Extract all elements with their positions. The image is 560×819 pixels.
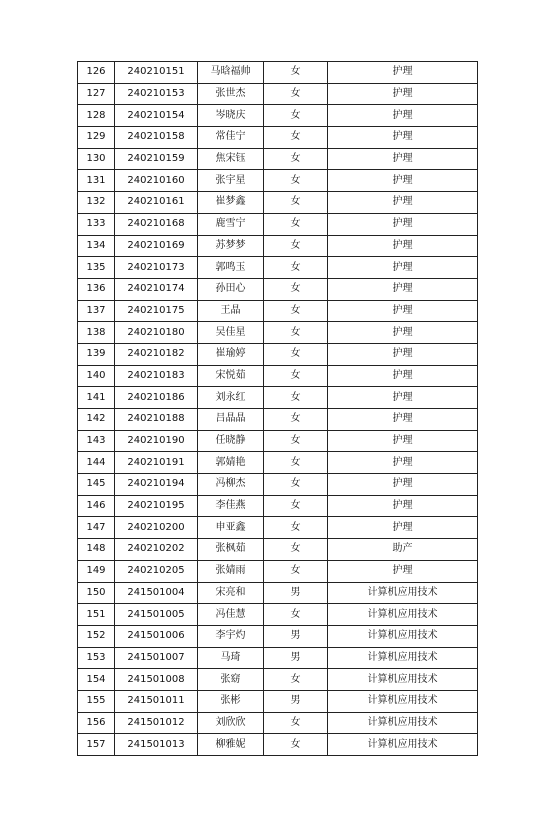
row-number-cell: 128 — [78, 105, 115, 127]
student-name-cell: 马晗福帅 — [198, 62, 264, 84]
gender-cell: 女 — [264, 278, 328, 300]
table-row — [78, 604, 478, 626]
table-row — [78, 734, 478, 756]
major-cell: 护理 — [328, 127, 478, 149]
major-cell: 护理 — [328, 192, 478, 214]
row-number-cell: 137 — [78, 300, 115, 322]
student-name-cell: 常佳宁 — [198, 127, 264, 149]
table-row — [78, 365, 478, 387]
major-cell: 护理 — [328, 148, 478, 170]
student-name-cell: 王晶 — [198, 300, 264, 322]
row-number-cell: 154 — [78, 669, 115, 691]
gender-cell: 女 — [264, 300, 328, 322]
major-cell: 护理 — [328, 452, 478, 474]
table-row — [78, 235, 478, 257]
table-row — [78, 127, 478, 149]
row-number-cell: 156 — [78, 712, 115, 734]
table-row — [78, 213, 478, 235]
student-name-cell: 张窈 — [198, 669, 264, 691]
gender-cell: 女 — [264, 712, 328, 734]
student-id-cell: 240210154 — [115, 105, 198, 127]
row-number-cell: 148 — [78, 539, 115, 561]
table-row — [78, 322, 478, 344]
student-id-cell: 240210183 — [115, 365, 198, 387]
table-row — [78, 300, 478, 322]
student-name-cell: 任晓静 — [198, 430, 264, 452]
major-cell: 护理 — [328, 560, 478, 582]
row-number-cell: 152 — [78, 625, 115, 647]
student-id-cell: 241501012 — [115, 712, 198, 734]
student-name-cell: 郭鸣玉 — [198, 257, 264, 279]
major-cell: 护理 — [328, 170, 478, 192]
gender-cell: 女 — [264, 322, 328, 344]
student-name-cell: 崔瑜婷 — [198, 343, 264, 365]
student-id-cell: 241501013 — [115, 734, 198, 756]
row-number-cell: 129 — [78, 127, 115, 149]
row-number-cell: 136 — [78, 278, 115, 300]
gender-cell: 男 — [264, 582, 328, 604]
table-row — [78, 495, 478, 517]
gender-cell: 女 — [264, 604, 328, 626]
row-number-cell: 140 — [78, 365, 115, 387]
table-row — [78, 83, 478, 105]
major-cell: 计算机应用技术 — [328, 690, 478, 712]
gender-cell: 女 — [264, 495, 328, 517]
major-cell: 护理 — [328, 343, 478, 365]
student-name-cell: 冯柳杰 — [198, 474, 264, 496]
row-number-cell: 135 — [78, 257, 115, 279]
table-row — [78, 669, 478, 691]
gender-cell: 女 — [264, 257, 328, 279]
row-number-cell: 153 — [78, 647, 115, 669]
major-cell: 护理 — [328, 517, 478, 539]
row-number-cell: 142 — [78, 409, 115, 431]
student-name-cell: 刘永红 — [198, 387, 264, 409]
student-name-cell: 鹿雪宁 — [198, 213, 264, 235]
gender-cell: 女 — [264, 343, 328, 365]
gender-cell: 女 — [264, 430, 328, 452]
student-id-cell: 240210174 — [115, 278, 198, 300]
row-number-cell: 130 — [78, 148, 115, 170]
student-id-cell: 240210186 — [115, 387, 198, 409]
table-row — [78, 560, 478, 582]
major-cell: 计算机应用技术 — [328, 604, 478, 626]
row-number-cell: 149 — [78, 560, 115, 582]
gender-cell: 女 — [264, 539, 328, 561]
gender-cell: 女 — [264, 560, 328, 582]
table-row — [78, 278, 478, 300]
row-number-cell: 146 — [78, 495, 115, 517]
table-row — [78, 105, 478, 127]
major-cell: 护理 — [328, 430, 478, 452]
student-id-cell: 240210188 — [115, 409, 198, 431]
student-id-cell: 240210182 — [115, 343, 198, 365]
table-row — [78, 170, 478, 192]
major-cell: 护理 — [328, 83, 478, 105]
major-cell: 计算机应用技术 — [328, 647, 478, 669]
table-row — [78, 192, 478, 214]
student-name-cell: 崔梦鑫 — [198, 192, 264, 214]
gender-cell: 女 — [264, 474, 328, 496]
student-id-cell: 241501007 — [115, 647, 198, 669]
table-row — [78, 690, 478, 712]
student-id-cell: 241501008 — [115, 669, 198, 691]
student-name-cell: 焦宋钰 — [198, 148, 264, 170]
row-number-cell: 157 — [78, 734, 115, 756]
major-cell: 计算机应用技术 — [328, 669, 478, 691]
major-cell: 护理 — [328, 300, 478, 322]
gender-cell: 女 — [264, 192, 328, 214]
row-number-cell: 151 — [78, 604, 115, 626]
student-name-cell: 申亚鑫 — [198, 517, 264, 539]
row-number-cell: 127 — [78, 83, 115, 105]
major-cell: 护理 — [328, 495, 478, 517]
major-cell: 护理 — [328, 235, 478, 257]
student-id-cell: 240210191 — [115, 452, 198, 474]
table-row — [78, 474, 478, 496]
student-id-cell: 240210190 — [115, 430, 198, 452]
major-cell: 护理 — [328, 105, 478, 127]
table-row — [78, 712, 478, 734]
row-number-cell: 144 — [78, 452, 115, 474]
student-name-cell: 吴佳星 — [198, 322, 264, 344]
student-name-cell: 李宇灼 — [198, 625, 264, 647]
student-name-cell: 宋悦茹 — [198, 365, 264, 387]
student-id-cell: 240210200 — [115, 517, 198, 539]
gender-cell: 女 — [264, 409, 328, 431]
gender-cell: 女 — [264, 734, 328, 756]
student-name-cell: 张宇星 — [198, 170, 264, 192]
table-row — [78, 517, 478, 539]
student-id-cell: 240210168 — [115, 213, 198, 235]
student-id-cell: 241501004 — [115, 582, 198, 604]
major-cell: 护理 — [328, 62, 478, 84]
student-name-cell: 刘欣欣 — [198, 712, 264, 734]
student-name-cell: 张世杰 — [198, 83, 264, 105]
major-cell: 计算机应用技术 — [328, 625, 478, 647]
student-id-cell: 240210175 — [115, 300, 198, 322]
gender-cell: 女 — [264, 452, 328, 474]
student-name-cell: 张枫茹 — [198, 539, 264, 561]
major-cell: 护理 — [328, 278, 478, 300]
table-row — [78, 409, 478, 431]
row-number-cell: 147 — [78, 517, 115, 539]
major-cell: 护理 — [328, 322, 478, 344]
row-number-cell: 143 — [78, 430, 115, 452]
major-cell: 护理 — [328, 365, 478, 387]
student-list-table — [77, 61, 478, 756]
student-id-cell: 241501006 — [115, 625, 198, 647]
table-row — [78, 539, 478, 561]
student-name-cell: 柳雅妮 — [198, 734, 264, 756]
gender-cell: 女 — [264, 235, 328, 257]
major-cell: 计算机应用技术 — [328, 734, 478, 756]
gender-cell: 女 — [264, 669, 328, 691]
major-cell: 计算机应用技术 — [328, 582, 478, 604]
gender-cell: 女 — [264, 83, 328, 105]
major-cell: 护理 — [328, 474, 478, 496]
student-name-cell: 张彬 — [198, 690, 264, 712]
row-number-cell: 138 — [78, 322, 115, 344]
student-name-cell: 郭婧艳 — [198, 452, 264, 474]
student-id-cell: 240210169 — [115, 235, 198, 257]
student-id-cell: 240210202 — [115, 539, 198, 561]
gender-cell: 女 — [264, 148, 328, 170]
table-row — [78, 582, 478, 604]
gender-cell: 女 — [264, 213, 328, 235]
student-name-cell: 孙田心 — [198, 278, 264, 300]
major-cell: 护理 — [328, 213, 478, 235]
student-name-cell: 岑晓庆 — [198, 105, 264, 127]
student-id-cell: 240210180 — [115, 322, 198, 344]
table-row — [78, 257, 478, 279]
gender-cell: 女 — [264, 517, 328, 539]
table-row — [78, 343, 478, 365]
major-cell: 护理 — [328, 257, 478, 279]
row-number-cell: 141 — [78, 387, 115, 409]
major-cell: 计算机应用技术 — [328, 712, 478, 734]
student-id-cell: 240210160 — [115, 170, 198, 192]
gender-cell: 男 — [264, 690, 328, 712]
student-id-cell: 240210195 — [115, 495, 198, 517]
table-row — [78, 387, 478, 409]
table-row — [78, 452, 478, 474]
gender-cell: 女 — [264, 365, 328, 387]
table-row — [78, 62, 478, 84]
student-id-cell: 240210159 — [115, 148, 198, 170]
gender-cell: 男 — [264, 647, 328, 669]
row-number-cell: 126 — [78, 62, 115, 84]
gender-cell: 女 — [264, 62, 328, 84]
student-id-cell: 240210153 — [115, 83, 198, 105]
student-name-cell: 吕晶晶 — [198, 409, 264, 431]
gender-cell: 女 — [264, 127, 328, 149]
table-row — [78, 148, 478, 170]
student-name-cell: 宋亮和 — [198, 582, 264, 604]
student-name-cell: 马琦 — [198, 647, 264, 669]
student-id-cell: 240210194 — [115, 474, 198, 496]
row-number-cell: 133 — [78, 213, 115, 235]
gender-cell: 女 — [264, 105, 328, 127]
student-id-cell: 240210205 — [115, 560, 198, 582]
student-id-cell: 241501011 — [115, 690, 198, 712]
gender-cell: 男 — [264, 625, 328, 647]
row-number-cell: 145 — [78, 474, 115, 496]
major-cell: 助产 — [328, 539, 478, 561]
student-id-cell: 240210173 — [115, 257, 198, 279]
row-number-cell: 131 — [78, 170, 115, 192]
table-row — [78, 625, 478, 647]
row-number-cell: 155 — [78, 690, 115, 712]
gender-cell: 女 — [264, 387, 328, 409]
student-name-cell: 冯佳慧 — [198, 604, 264, 626]
table-body — [78, 62, 478, 756]
student-id-cell: 240210161 — [115, 192, 198, 214]
student-name-cell: 李佳燕 — [198, 495, 264, 517]
student-name-cell: 张婧雨 — [198, 560, 264, 582]
student-id-cell: 241501005 — [115, 604, 198, 626]
row-number-cell: 132 — [78, 192, 115, 214]
gender-cell: 女 — [264, 170, 328, 192]
student-name-cell: 苏梦梦 — [198, 235, 264, 257]
row-number-cell: 150 — [78, 582, 115, 604]
table-row — [78, 430, 478, 452]
row-number-cell: 134 — [78, 235, 115, 257]
row-number-cell: 139 — [78, 343, 115, 365]
table-row — [78, 647, 478, 669]
student-id-cell: 240210158 — [115, 127, 198, 149]
major-cell: 护理 — [328, 409, 478, 431]
major-cell: 护理 — [328, 387, 478, 409]
student-id-cell: 240210151 — [115, 62, 198, 84]
